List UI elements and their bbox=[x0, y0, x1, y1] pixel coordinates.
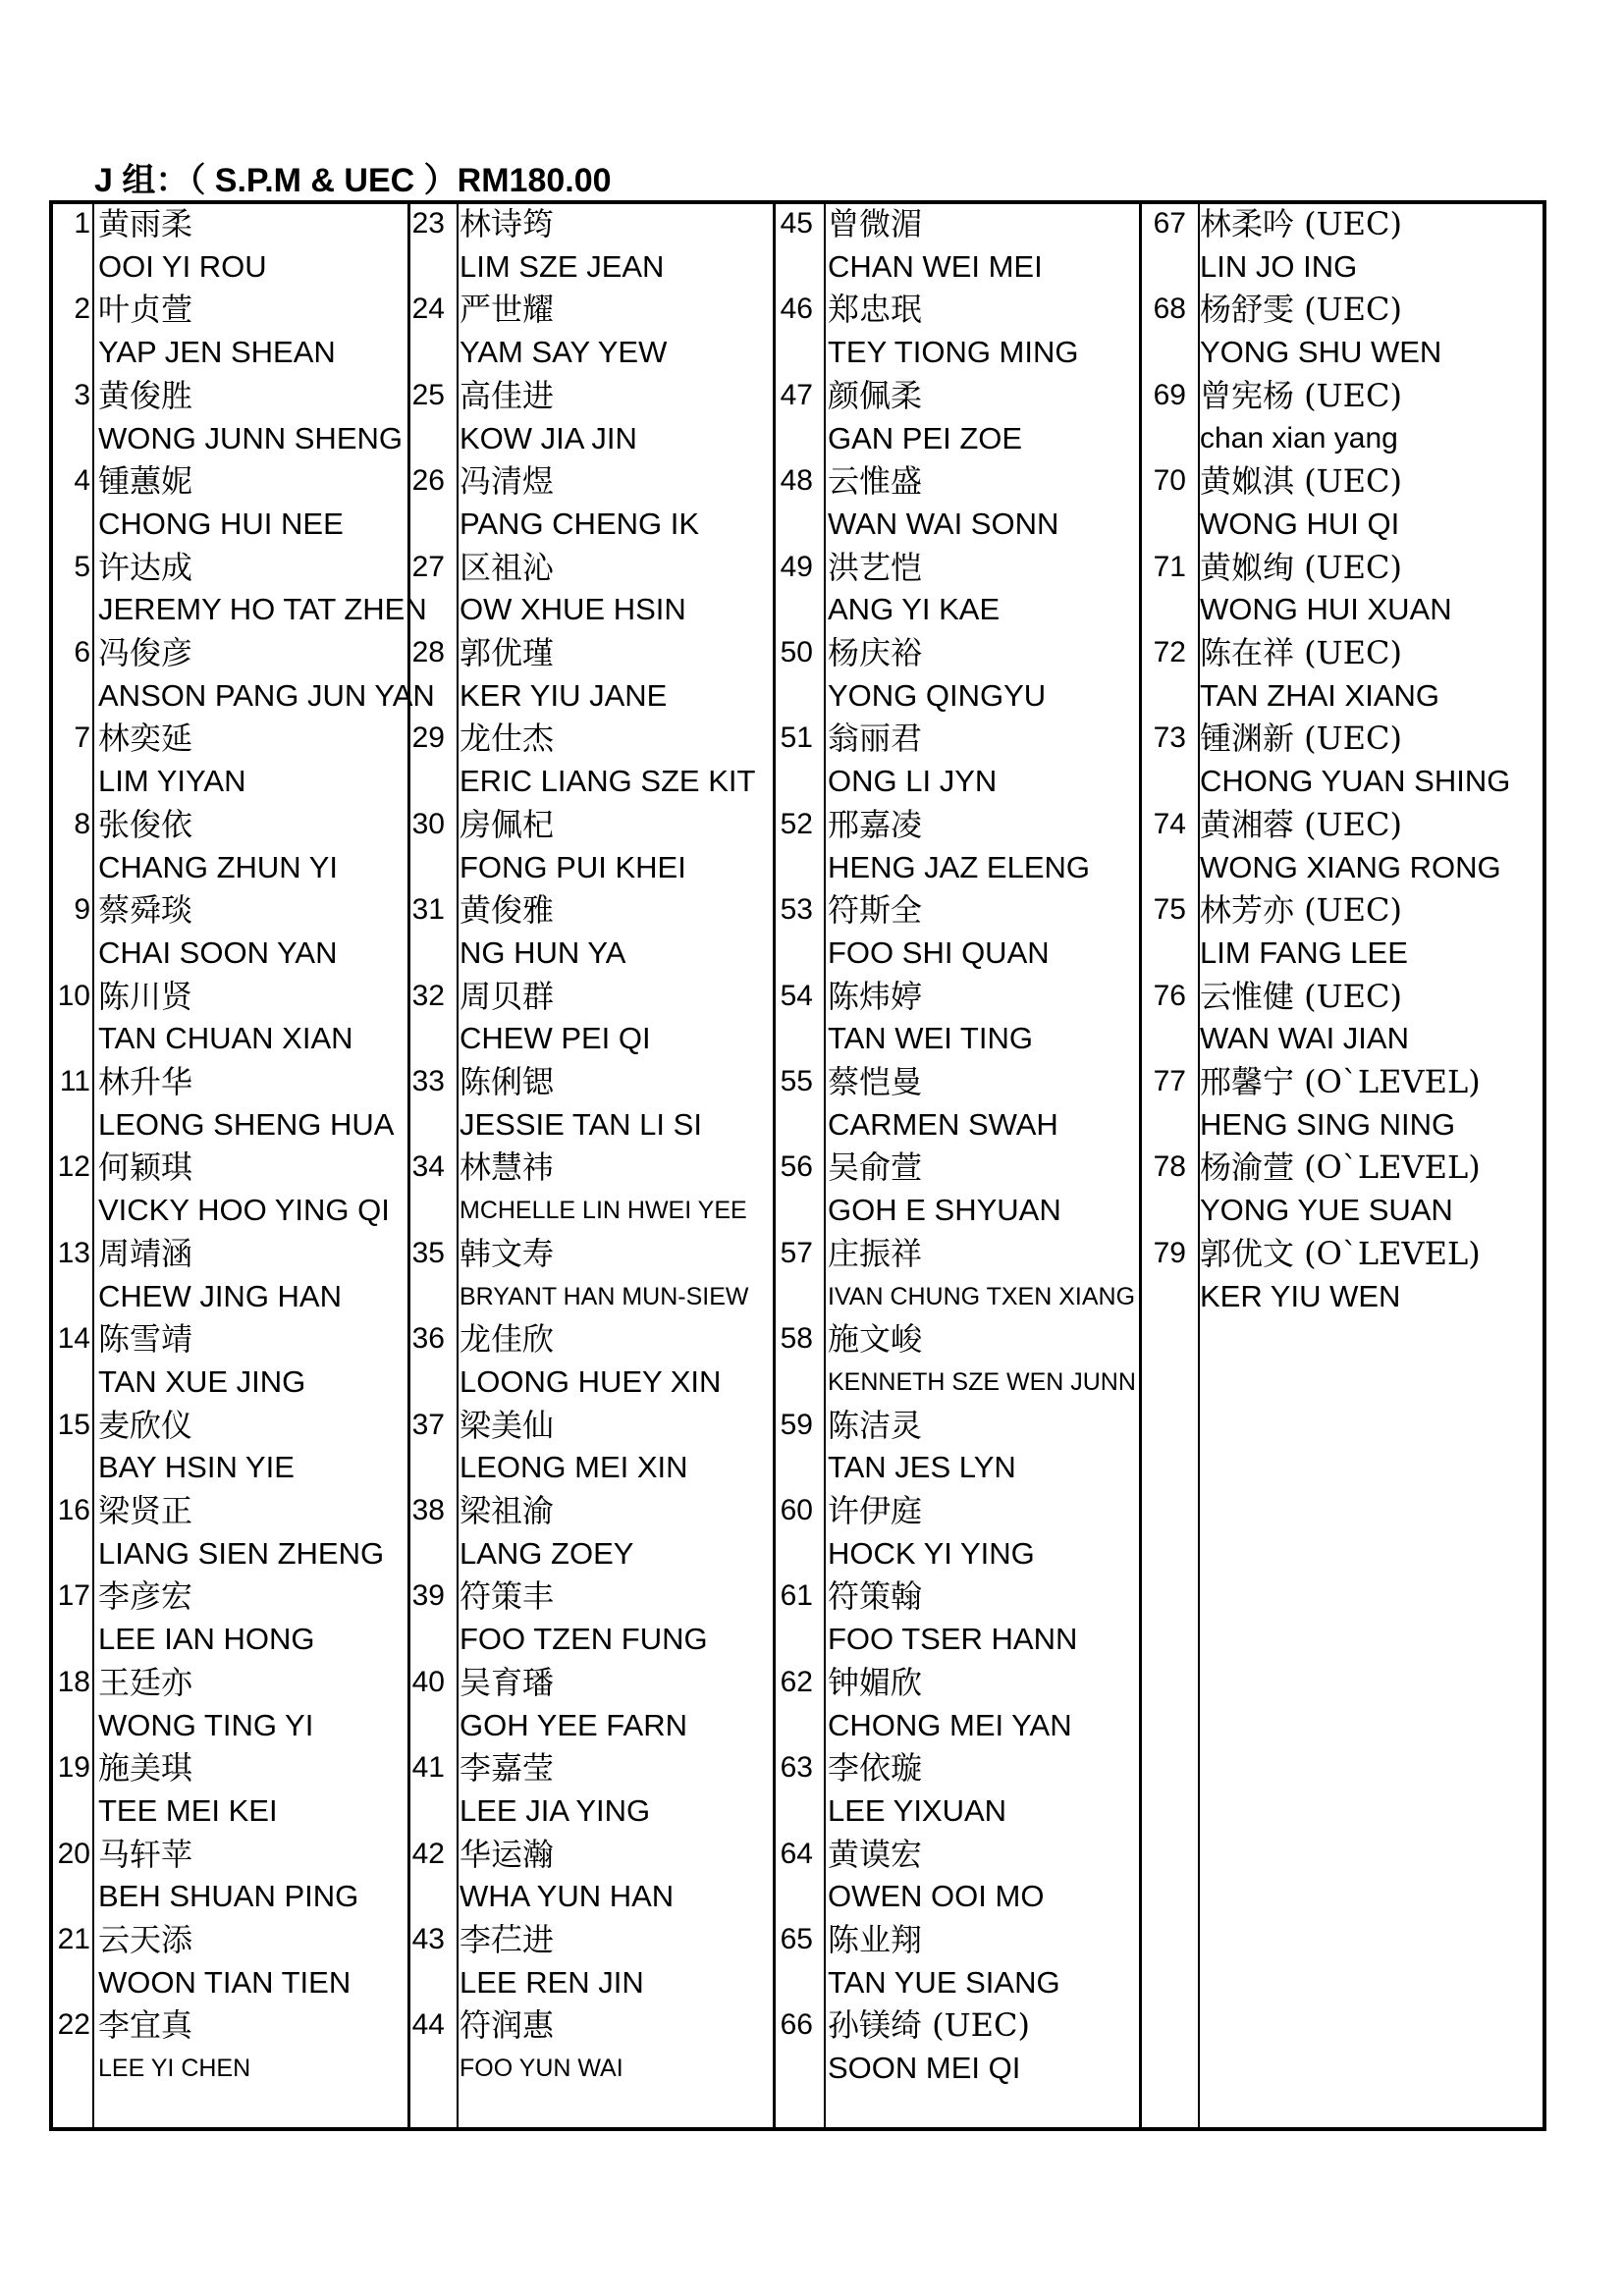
entry-chinese-name: 云天添 bbox=[98, 1921, 193, 1958]
entry-number: 53 bbox=[780, 893, 813, 927]
entry-english-name: ANSON PANG JUN YAN bbox=[98, 677, 435, 713]
entry-english-name: LANG ZOEY bbox=[460, 1535, 634, 1571]
entry-chinese-name: 曾微湄 bbox=[828, 205, 923, 242]
entry-chinese-name: 黄湘蓉 (UEC) bbox=[1200, 805, 1402, 843]
entry-english-name: FOO TZEN FUNG bbox=[460, 1622, 708, 1657]
entry-number: 77 bbox=[1153, 1065, 1186, 1097]
column-divider bbox=[92, 204, 94, 2127]
entry-english-name: YONG QINGYU bbox=[828, 677, 1047, 713]
entry-chinese-name: 冯清煜 bbox=[460, 462, 555, 501]
entry-chinese-name: 陈在祥 (UEC) bbox=[1200, 634, 1402, 671]
entry-chinese-name: 邢馨宁 (O`LEVEL) bbox=[1200, 1063, 1481, 1100]
entry-english-name: HENG SING NING bbox=[1200, 1106, 1456, 1142]
entry-number: 5 bbox=[74, 550, 90, 583]
entry-number: 46 bbox=[780, 293, 813, 326]
entry-number: 76 bbox=[1153, 979, 1186, 1012]
entry-number: 65 bbox=[780, 1923, 813, 1955]
entry-english-name: OWEN OOI MO bbox=[828, 1879, 1045, 1914]
entry-english-name: CHEW PEI QI bbox=[460, 1021, 651, 1056]
entry-chinese-name: 黄娰淇 (UEC) bbox=[1200, 462, 1402, 501]
entry-number: 51 bbox=[780, 721, 813, 755]
entry-english-name: GAN PEI ZOE bbox=[828, 420, 1023, 455]
entry-number: 32 bbox=[411, 979, 445, 1012]
entry-number: 74 bbox=[1153, 807, 1186, 840]
entry-chinese-name: 陈业翔 bbox=[828, 1921, 923, 1958]
entry-english-name: LEONG SHENG HUA bbox=[98, 1106, 395, 1142]
entry-english-name: FOO TSER HANN bbox=[828, 1622, 1078, 1657]
entry-number: 39 bbox=[411, 1579, 445, 1613]
entry-english-name: LEE JIA YING bbox=[460, 1792, 651, 1828]
entry-chinese-name: 杨渝萱 (O`LEVEL) bbox=[1200, 1148, 1481, 1187]
entry-english-name: WONG HUI XUAN bbox=[1200, 592, 1452, 627]
entry-chinese-name: 马轩苹 bbox=[98, 1835, 193, 1873]
entry-chinese-name: 李依璇 bbox=[828, 1749, 923, 1788]
entry-chinese-name: 杨舒雯 (UEC) bbox=[1200, 291, 1402, 329]
entry-english-name: TAN WEI TING bbox=[828, 1021, 1033, 1056]
entry-number: 40 bbox=[411, 1665, 445, 1698]
entry-english-name: WHA YUN HAN bbox=[460, 1879, 675, 1914]
entry-chinese-name: 高佳进 bbox=[460, 376, 555, 414]
entry-number: 6 bbox=[74, 636, 90, 668]
entry-number: 36 bbox=[411, 1322, 445, 1356]
entry-english-name: CHAN WEI MEI bbox=[828, 248, 1043, 284]
entry-chinese-name: 周贝群 bbox=[460, 977, 555, 1015]
column-divider bbox=[824, 204, 826, 2127]
entry-number: 66 bbox=[780, 2008, 813, 2042]
entry-english-name: ERIC LIANG SZE KIT bbox=[460, 764, 756, 799]
entry-chinese-name: 李嘉莹 bbox=[460, 1749, 555, 1788]
entry-number: 24 bbox=[411, 293, 445, 326]
entry-chinese-name: 蔡恺曼 bbox=[828, 1063, 923, 1100]
entry-chinese-name: 冯俊彦 bbox=[98, 634, 193, 671]
entry-english-name: LIM SZE JEAN bbox=[460, 248, 665, 284]
entry-chinese-name: 龙佳欣 bbox=[460, 1320, 555, 1359]
entry-chinese-name: 吴育璠 bbox=[460, 1663, 555, 1701]
entry-number: 68 bbox=[1153, 293, 1186, 326]
entry-chinese-name: 李芢进 bbox=[460, 1921, 555, 1958]
entry-english-name: TAN JES LYN bbox=[828, 1450, 1016, 1485]
entry-number: 8 bbox=[74, 807, 90, 840]
entry-chinese-name: 严世耀 bbox=[460, 291, 555, 329]
entry-number: 72 bbox=[1153, 636, 1186, 668]
entry-number: 47 bbox=[780, 378, 813, 411]
entry-english-name: CHEW JING HAN bbox=[98, 1278, 342, 1313]
entry-chinese-name: 郑忠珉 bbox=[828, 291, 923, 329]
entry-number: 20 bbox=[57, 1837, 90, 1870]
entry-number: 23 bbox=[411, 207, 445, 240]
entry-chinese-name: 蔡舜琰 bbox=[98, 891, 193, 930]
entry-number: 27 bbox=[411, 550, 445, 583]
entry-english-name: LIM FANG LEE bbox=[1200, 934, 1408, 970]
entry-chinese-name: 王廷亦 bbox=[98, 1663, 193, 1701]
entry-english-name: TAN CHUAN XIAN bbox=[98, 1021, 353, 1056]
entry-chinese-name: 郭优文 (O`LEVEL) bbox=[1200, 1234, 1481, 1272]
entry-english-name: WAN WAI JIAN bbox=[1200, 1021, 1409, 1056]
entry-chinese-name: 林诗筠 bbox=[460, 205, 555, 242]
entry-chinese-name: 施文峻 bbox=[828, 1320, 923, 1359]
entry-chinese-name: 龙仕杰 bbox=[460, 720, 555, 758]
entry-number: 3 bbox=[74, 378, 90, 411]
entry-chinese-name: 林奕延 bbox=[98, 720, 193, 758]
entry-number: 58 bbox=[780, 1322, 813, 1356]
entry-chinese-name: 许伊庭 bbox=[828, 1492, 923, 1529]
entry-number: 45 bbox=[780, 207, 813, 240]
entry-number: 79 bbox=[1153, 1236, 1186, 1269]
entry-chinese-name: 何颖琪 bbox=[98, 1148, 193, 1187]
entry-number: 12 bbox=[57, 1150, 90, 1184]
entry-chinese-name: 周靖涵 bbox=[98, 1234, 193, 1272]
entry-number: 44 bbox=[411, 2008, 445, 2042]
entry-chinese-name: 陈俐锶 bbox=[460, 1063, 555, 1100]
entry-english-name: FOO SHI QUAN bbox=[828, 934, 1050, 970]
entry-number: 9 bbox=[74, 893, 90, 927]
entry-english-name: FOO YUN WAI bbox=[460, 2055, 623, 2083]
entry-english-name: IVAN CHUNG TXEN XIANG bbox=[828, 1282, 1136, 1310]
entry-chinese-name: 陈炜婷 bbox=[828, 977, 923, 1015]
entry-english-name: CHONG HUI NEE bbox=[98, 506, 344, 541]
entry-number: 34 bbox=[411, 1150, 445, 1184]
entry-english-name: TAN XUE JING bbox=[98, 1363, 306, 1399]
entry-number: 62 bbox=[780, 1665, 813, 1698]
entry-chinese-name: 林芳亦 (UEC) bbox=[1200, 891, 1402, 930]
entry-english-name: SOON MEI QI bbox=[828, 2051, 1021, 2086]
entry-english-name: BRYANT HAN MUN-SIEW bbox=[460, 1282, 749, 1310]
entry-number: 7 bbox=[74, 721, 90, 755]
entry-english-name: WAN WAI SONN bbox=[828, 506, 1059, 541]
entry-english-name: FONG PUI KHEI bbox=[460, 849, 686, 884]
entry-number: 63 bbox=[780, 1751, 813, 1785]
entry-chinese-name: 华运瀚 bbox=[460, 1835, 555, 1873]
entry-chinese-name: 陈雪靖 bbox=[98, 1320, 193, 1359]
entry-number: 38 bbox=[411, 1494, 445, 1526]
entry-chinese-name: 邢嘉凌 bbox=[828, 805, 923, 843]
entry-english-name: KOW JIA JIN bbox=[460, 420, 637, 455]
entry-chinese-name: 锺渊新 (UEC) bbox=[1200, 720, 1402, 758]
entry-number: 37 bbox=[411, 1408, 445, 1441]
entry-number: 2 bbox=[74, 293, 90, 326]
entry-number: 49 bbox=[780, 550, 813, 583]
entry-number: 50 bbox=[780, 636, 813, 668]
entry-chinese-name: 黄雨柔 bbox=[98, 205, 193, 242]
entry-english-name: CHONG YUAN SHING bbox=[1200, 764, 1511, 799]
page-title: J 组：（ S.P.M & UEC ）RM180.00 bbox=[94, 162, 612, 199]
entry-english-name: LIN JO ING bbox=[1200, 248, 1358, 284]
entry-chinese-name: 房佩杞 bbox=[460, 805, 555, 843]
entry-chinese-name: 梁祖渝 bbox=[460, 1492, 555, 1529]
entry-english-name: ONG LI JYN bbox=[828, 764, 998, 799]
entry-english-name: KER YIU JANE bbox=[460, 677, 668, 713]
entry-chinese-name: 麦欣仪 bbox=[98, 1406, 193, 1444]
entry-number: 73 bbox=[1153, 721, 1186, 755]
entry-english-name: WONG JUNN SHENG bbox=[98, 420, 403, 455]
entry-english-name: GOH E SHYUAN bbox=[828, 1193, 1061, 1228]
entry-english-name: CHONG MEI YAN bbox=[828, 1707, 1072, 1742]
entry-number: 42 bbox=[411, 1837, 445, 1870]
entry-english-name: LIANG SIEN ZHENG bbox=[98, 1535, 385, 1571]
entry-number: 26 bbox=[411, 464, 445, 498]
entry-chinese-name: 符策翰 bbox=[828, 1577, 923, 1616]
entry-number: 54 bbox=[780, 979, 813, 1012]
entry-number: 19 bbox=[57, 1751, 90, 1785]
entry-number: 57 bbox=[780, 1236, 813, 1269]
entry-number: 21 bbox=[57, 1923, 90, 1955]
entry-chinese-name: 符策丰 bbox=[460, 1577, 555, 1616]
entry-chinese-name: 张俊依 bbox=[98, 805, 193, 843]
entry-english-name: KENNETH SZE WEN JUNN bbox=[828, 1367, 1136, 1396]
entry-english-name: LEE IAN HONG bbox=[98, 1622, 315, 1657]
entry-chinese-name: 陈洁灵 bbox=[828, 1406, 923, 1444]
entry-english-name: KER YIU WEN bbox=[1200, 1278, 1401, 1313]
entry-number: 48 bbox=[780, 464, 813, 498]
entry-chinese-name: 孙镁绮 (UEC) bbox=[828, 2006, 1030, 2045]
entry-english-name: YAP JEN SHEAN bbox=[98, 335, 336, 370]
entry-number: 10 bbox=[57, 979, 90, 1012]
entry-chinese-name: 曾宪杨 (UEC) bbox=[1200, 376, 1402, 414]
entry-number: 60 bbox=[780, 1494, 813, 1526]
entry-english-name: ANG YI KAE bbox=[828, 592, 1001, 627]
entry-english-name: MCHELLE LIN HWEI YEE bbox=[460, 1197, 747, 1225]
entry-chinese-name: 锺蕙妮 bbox=[98, 462, 193, 501]
entry-chinese-name: 韩文寿 bbox=[460, 1234, 555, 1272]
entry-english-name: TAN YUE SIANG bbox=[828, 1964, 1060, 2000]
entry-number: 31 bbox=[411, 893, 445, 927]
entry-chinese-name: 庄振祥 bbox=[828, 1234, 923, 1272]
entry-number: 16 bbox=[57, 1494, 90, 1526]
entry-number: 22 bbox=[57, 2008, 90, 2042]
entry-chinese-name: 洪艺恺 bbox=[828, 548, 923, 586]
entry-chinese-name: 符斯全 bbox=[828, 891, 923, 930]
entry-number: 35 bbox=[411, 1236, 445, 1269]
entry-chinese-name: 梁美仙 bbox=[460, 1406, 555, 1444]
entry-english-name: TAN ZHAI XIANG bbox=[1200, 677, 1440, 713]
entry-number: 29 bbox=[411, 721, 445, 755]
entry-english-name: TEE MEI KEI bbox=[98, 1792, 278, 1828]
entry-english-name: BAY HSIN YIE bbox=[98, 1450, 295, 1485]
entry-chinese-name: 李彦宏 bbox=[98, 1577, 193, 1616]
entry-chinese-name: 云惟盛 bbox=[828, 462, 923, 501]
entry-number: 41 bbox=[411, 1751, 445, 1785]
entry-number: 33 bbox=[411, 1065, 445, 1097]
entry-english-name: YONG YUE SUAN bbox=[1200, 1193, 1453, 1228]
entry-english-name: HENG JAZ ELENG bbox=[828, 849, 1090, 884]
entry-chinese-name: 杨庆裕 bbox=[828, 634, 923, 671]
entry-english-name: LEONG MEI XIN bbox=[460, 1450, 688, 1485]
entry-number: 55 bbox=[780, 1065, 813, 1097]
entry-chinese-name: 施美琪 bbox=[98, 1749, 193, 1788]
entry-number: 64 bbox=[780, 1837, 813, 1870]
entry-number: 15 bbox=[57, 1408, 90, 1441]
entry-number: 71 bbox=[1153, 550, 1186, 583]
entry-english-name: chan xian yang bbox=[1200, 421, 1398, 454]
entry-chinese-name: 黄俊雅 bbox=[460, 891, 555, 930]
entry-chinese-name: 林柔吟 (UEC) bbox=[1200, 205, 1402, 242]
entry-number: 75 bbox=[1153, 893, 1186, 927]
entry-number: 1 bbox=[74, 207, 90, 240]
entry-number: 28 bbox=[411, 636, 445, 668]
entry-number: 61 bbox=[780, 1579, 813, 1613]
entry-english-name: JEREMY HO TAT ZHEN bbox=[98, 592, 427, 627]
entry-chinese-name: 许达成 bbox=[98, 548, 193, 586]
entry-english-name: OOI YI ROU bbox=[98, 248, 267, 284]
entry-number: 13 bbox=[57, 1236, 90, 1269]
entry-chinese-name: 林慧祎 bbox=[460, 1148, 555, 1187]
entry-number: 17 bbox=[57, 1579, 90, 1613]
entry-english-name: NG HUN YA bbox=[460, 934, 626, 970]
entry-english-name: HOCK YI YING bbox=[828, 1535, 1035, 1571]
entry-chinese-name: 林升华 bbox=[98, 1063, 193, 1100]
entry-number: 18 bbox=[57, 1665, 90, 1698]
entry-english-name: LOONG HUEY XIN bbox=[460, 1363, 722, 1399]
entry-chinese-name: 黄谟宏 bbox=[828, 1835, 923, 1873]
entry-number: 69 bbox=[1153, 378, 1186, 411]
entry-english-name: LIM YIYAN bbox=[98, 764, 246, 799]
entry-chinese-name: 陈川贤 bbox=[98, 977, 193, 1015]
entry-number: 56 bbox=[780, 1150, 813, 1184]
entry-english-name: WONG HUI QI bbox=[1200, 506, 1400, 541]
entry-english-name: LEE YIXUAN bbox=[828, 1792, 1007, 1828]
entry-number: 78 bbox=[1153, 1150, 1186, 1184]
entry-english-name: CHAI SOON YAN bbox=[98, 934, 338, 970]
entry-number: 14 bbox=[57, 1322, 90, 1356]
entry-english-name: OW XHUE HSIN bbox=[460, 592, 686, 627]
entry-number: 43 bbox=[411, 1923, 445, 1955]
entry-number: 25 bbox=[411, 378, 445, 411]
entry-chinese-name: 叶贞萱 bbox=[98, 291, 193, 329]
entry-chinese-name: 钟媚欣 bbox=[828, 1663, 923, 1701]
entry-english-name: BEH SHUAN PING bbox=[98, 1879, 359, 1914]
entry-chinese-name: 符润惠 bbox=[460, 2006, 555, 2045]
entry-english-name: LEE YI CHEN bbox=[98, 2055, 251, 2083]
entry-english-name: VICKY HOO YING QI bbox=[98, 1193, 390, 1228]
entry-chinese-name: 区祖沁 bbox=[460, 548, 555, 586]
entry-number: 52 bbox=[780, 807, 813, 840]
entry-chinese-name: 云惟健 (UEC) bbox=[1200, 977, 1402, 1015]
entry-english-name: YONG SHU WEN bbox=[1200, 335, 1442, 370]
entry-number: 30 bbox=[411, 807, 445, 840]
column-divider bbox=[457, 204, 459, 2127]
entry-chinese-name: 郭优瑾 bbox=[460, 634, 555, 671]
entry-english-name: GOH YEE FARN bbox=[460, 1707, 687, 1742]
entry-number: 70 bbox=[1153, 464, 1186, 498]
entry-english-name: WOON TIAN TIEN bbox=[98, 1964, 352, 2000]
entry-english-name: YAM SAY YEW bbox=[460, 335, 668, 370]
entry-english-name: TEY TIONG MING bbox=[828, 335, 1079, 370]
entry-chinese-name: 吴俞萱 bbox=[828, 1148, 923, 1187]
entry-number: 59 bbox=[780, 1408, 813, 1441]
entry-number: 67 bbox=[1153, 207, 1186, 240]
entry-chinese-name: 李宜真 bbox=[98, 2006, 193, 2045]
entry-chinese-name: 翁丽君 bbox=[828, 720, 923, 758]
entry-chinese-name: 梁贤正 bbox=[98, 1492, 193, 1529]
entry-english-name: LEE REN JIN bbox=[460, 1964, 644, 2000]
entry-english-name: WONG TING YI bbox=[98, 1707, 314, 1742]
entry-number: 4 bbox=[74, 464, 90, 498]
entry-english-name: WONG XIANG RONG bbox=[1200, 849, 1501, 884]
entry-english-name: CHANG ZHUN YI bbox=[98, 849, 339, 884]
entry-english-name: CARMEN SWAH bbox=[828, 1106, 1058, 1142]
entry-chinese-name: 颜佩柔 bbox=[828, 376, 923, 414]
entry-chinese-name: 黄俊胜 bbox=[98, 376, 193, 414]
entry-english-name: JESSIE TAN LI SI bbox=[460, 1106, 702, 1142]
entry-number: 11 bbox=[59, 1065, 90, 1097]
entry-english-name: PANG CHENG IK bbox=[460, 506, 700, 541]
entry-chinese-name: 黄娰绚 (UEC) bbox=[1200, 548, 1402, 586]
